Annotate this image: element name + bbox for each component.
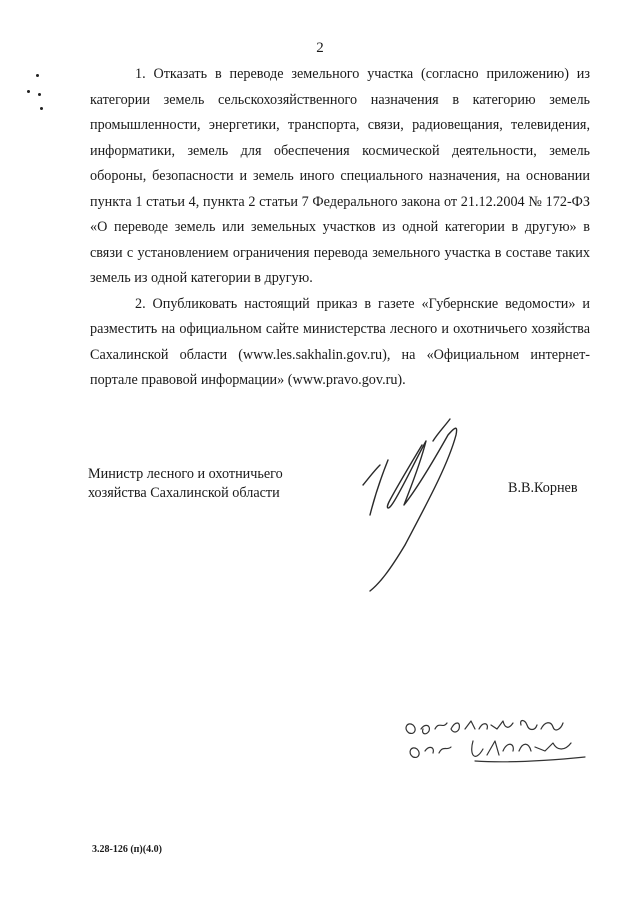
- handwritten-note: [395, 685, 595, 795]
- document-body: [90, 62, 590, 394]
- margin-dot: [38, 93, 41, 96]
- paragraph-2: 2. Опубликовать настоящий приказ в газете «Губернские ведомости» и разместить на официальном сайте министерства лесного и охотничьего хозяйства Сахалинской области (www.les.sakhalin.gov.ru), на «Официальном интернет-портале правовой информации» (www.pravo.gov.ru).: [90, 295, 590, 388]
- signer-title-line-2: хозяйства Сахалинской области: [88, 485, 280, 501]
- signer-name: В.В.Корнев: [508, 480, 578, 496]
- margin-dot: [40, 107, 43, 110]
- page-number: 2: [316, 40, 324, 56]
- margin-dot: [27, 90, 30, 93]
- margin-dot: [36, 74, 39, 77]
- footer-form-code: 3.28-126 (п)(4.0): [92, 844, 162, 855]
- signer-title-line-1: Министр лесного и охотничьего: [88, 466, 283, 482]
- handwritten-signature: [330, 405, 480, 595]
- paragraph-1: 1. Отказать в переводе земельного участка (согласно приложению) из категории земель сельскохозяйственного назначения в категорию земель промышленности, энергетики, транспорта, связи, радиовещания, телевидения, информатики, земель для обеспечения космической деятельности, земель обороны, безопасности и земель иного специального назначения, на основании пункта 1 статьи 4, пункта 2 статьи 7 Федерального закона от 21.12.2004 № 172-ФЗ «О переводе земель или земельных участков из одной категории в другую» в связи с установлением ограничения перевода земельного участка в составе таких земель из одной категории в другую.: [90, 66, 590, 286]
